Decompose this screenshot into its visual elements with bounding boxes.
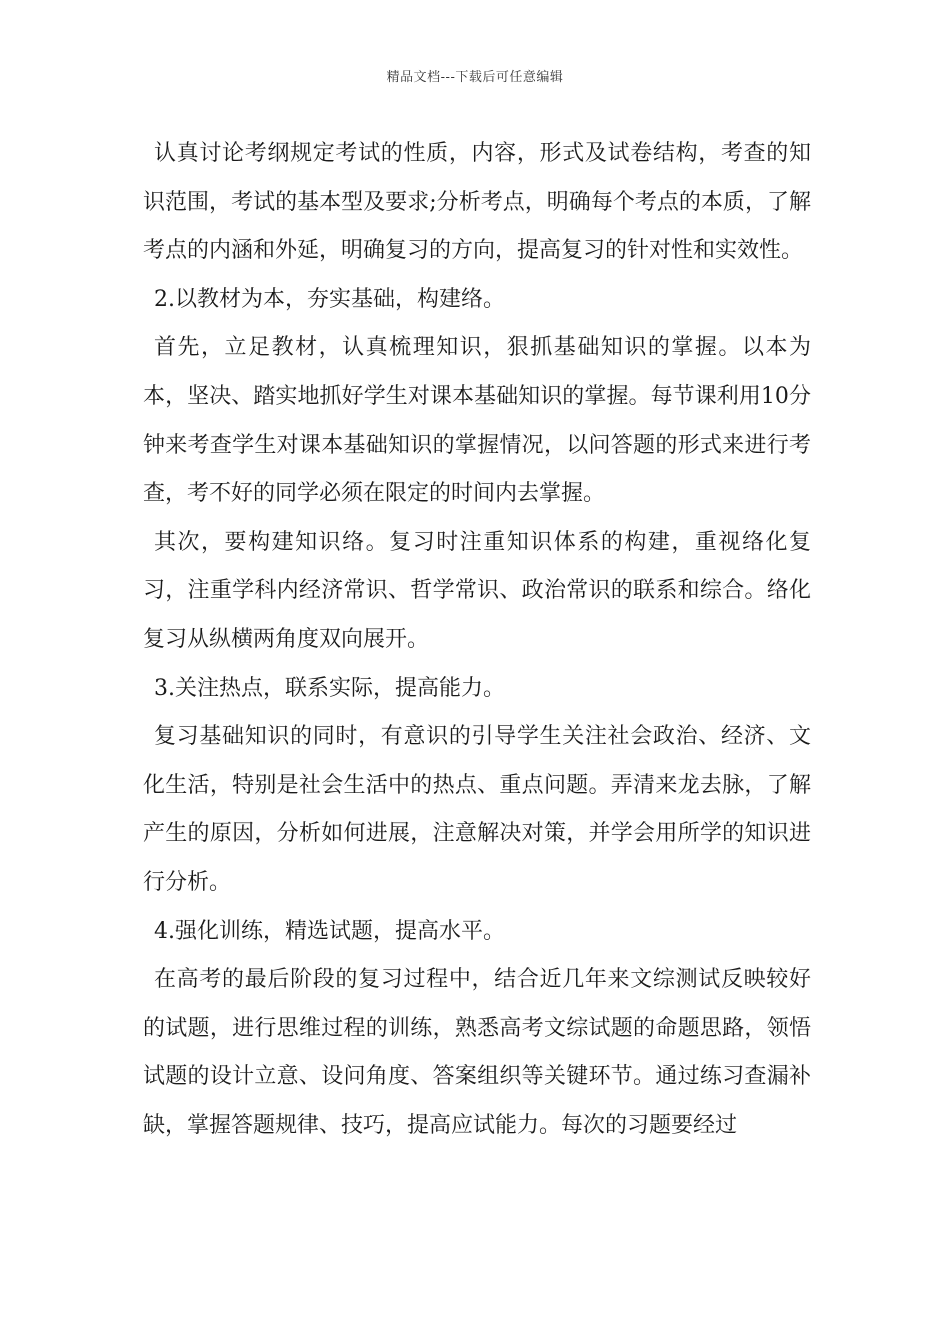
- paragraph: 其次，要构建知识络。复习时注重知识体系的构建，重视络化复习，注重学科内经济常识、哲学常识、政治常识的联系和综合。络化复习从纵横两角度双向展开。: [143, 529, 811, 652]
- paragraph: 认真讨论考纲规定考试的性质，内容，形式及试卷结构，考查的知识范围，考试的基本型及要求;分析考点，明确每个考点的本质，了解考点的内涵和外延，明确复习的方向，提高复习的针对性和实效性。: [143, 141, 811, 264]
- document-body: [143, 130, 811, 1150]
- section-heading: 3.关注热点，联系实际，提高能力。: [154, 675, 505, 701]
- section-heading: 4.强化训练，精选试题，提高水平。: [154, 918, 505, 944]
- section-heading: 2.以教材为本，夯实基础，构建络。: [154, 286, 505, 312]
- paragraph: 首先，立足教材，认真梳理知识，狠抓基础知识的掌握。以本为本，坚决、踏实地抓好学生对课本基础知识的掌握。每节课利用10分钟来考查学生对课本基础知识的掌握情况，以问答题的形式来进行考查，考不好的同学必须在限定的时间内去掌握。: [143, 335, 811, 507]
- paragraph: 在高考的最后阶段的复习过程中，结合近几年来文综测试反映较好的试题，进行思维过程的训练，熟悉高考文综试题的命题思路，领悟试题的设计立意、设问角度、答案组织等关键环节。通过练习查漏补缺，掌握答题规律、技巧，提高应试能力。每次的习题要经过: [143, 967, 811, 1138]
- paragraph: 复习基础知识的同时，有意识的引导学生关注社会政治、经济、文化生活，特别是社会生活中的热点、重点问题。弄清来龙去脉，了解产生的原因，分析如何进展，注意解决对策，并学会用所学的知识进行分析。: [143, 724, 811, 895]
- page-header: 精品文档---下载后可任意编辑: [386, 70, 564, 85]
